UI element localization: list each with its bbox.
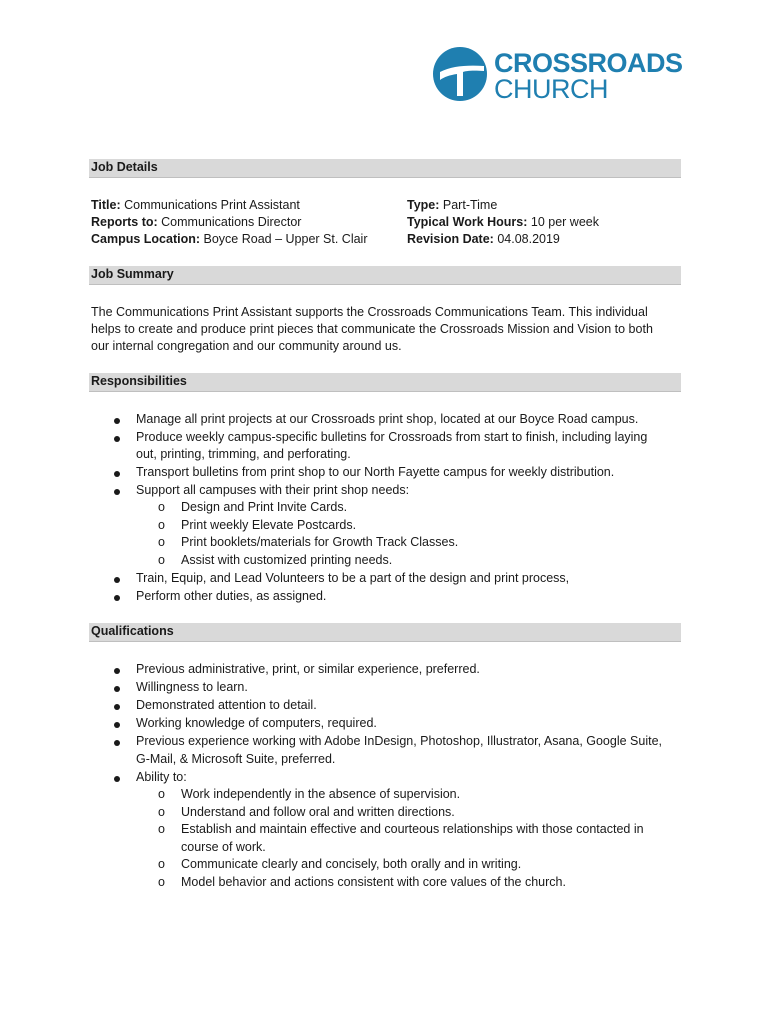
- job-details-heading: Job Details: [91, 160, 158, 174]
- campus-location-value: Boyce Road – Upper St. Clair: [200, 232, 368, 246]
- reports-to-label: Reports to:: [91, 215, 158, 229]
- list-item-continuation: out, printing, trimming, and perforating.: [136, 447, 351, 461]
- sub-bullet-icon: o: [158, 822, 165, 836]
- bullet-icon: [114, 704, 120, 710]
- sub-bullet-icon: o: [158, 857, 165, 871]
- revision-date-field: [407, 231, 560, 249]
- sub-list-item: Print weekly Elevate Postcards.: [181, 518, 357, 532]
- crossroads-church-logo: [432, 44, 682, 106]
- bullet-icon: [114, 471, 120, 477]
- list-item: Train, Equip, and Lead Volunteers to be a part of the design and print process,: [136, 571, 570, 585]
- sub-bullet-icon: o: [158, 500, 165, 514]
- reports-to-value: Communications Director: [157, 215, 302, 229]
- title-value: Communications Print Assistant: [120, 198, 300, 212]
- responsibilities-heading: Responsibilities: [91, 374, 187, 388]
- sub-bullet-icon: o: [158, 875, 165, 889]
- list-item: Manage all print projects at our Crossroads print shop, located at our Boyce Road campus.: [136, 412, 639, 426]
- summary-line: our internal congregation and our community around us.: [91, 339, 402, 353]
- revision-date-label: Revision Date:: [407, 232, 494, 246]
- campus-location-label: Campus Location:: [91, 232, 201, 246]
- list-item: Transport bulletins from print shop to our North Fayette campus for weekly distribution.: [136, 465, 615, 479]
- reports-to-field: [91, 214, 301, 232]
- summary-line: The Communications Print Assistant supports the Crossroads Communications Team. This individual: [91, 305, 648, 319]
- list-item: Perform other duties, as assigned.: [136, 589, 327, 603]
- summary-line: helps to create and produce print pieces that communicate the Crossroads Mission and Vision to both: [91, 322, 653, 336]
- work-hours-field: [407, 214, 599, 232]
- bullet-icon: [114, 722, 120, 728]
- list-item: Working knowledge of computers, required.: [136, 716, 377, 730]
- bullet-icon: [114, 436, 120, 442]
- bullet-icon: [114, 740, 120, 746]
- title-field: [91, 197, 300, 215]
- job-details-header: [89, 159, 681, 178]
- sub-bullet-icon: o: [158, 553, 165, 567]
- bullet-icon: [114, 489, 120, 495]
- job-summary-heading: Job Summary: [91, 267, 174, 281]
- work-hours-value: 10 per week: [527, 215, 599, 229]
- qualifications-header: [89, 623, 681, 642]
- sub-list-item: Establish and maintain effective and courteous relationships with those contacted in: [181, 822, 644, 836]
- list-item: Produce weekly campus-specific bulletins for Crossroads from start to finish, including laying: [136, 430, 648, 444]
- bullet-icon: [114, 595, 120, 601]
- sub-list-item: Model behavior and actions consistent with core values of the church.: [181, 875, 566, 889]
- job-summary-header: [89, 266, 681, 285]
- title-label: Title:: [91, 198, 121, 212]
- type-field: [407, 197, 497, 215]
- work-hours-label: Typical Work Hours:: [407, 215, 528, 229]
- list-item-continuation: G-Mail, & Microsoft Suite, preferred.: [136, 752, 336, 766]
- bullet-icon: [114, 668, 120, 674]
- list-item: Previous administrative, print, or similar experience, preferred.: [136, 662, 480, 676]
- sub-list-item-continuation: course of work.: [181, 840, 266, 854]
- qualifications-heading: Qualifications: [91, 624, 174, 638]
- sub-bullet-icon: o: [158, 518, 165, 532]
- sub-bullet-icon: o: [158, 787, 165, 801]
- logo-church-text: CHURCH: [494, 74, 608, 104]
- revision-date-value: 04.08.2019: [493, 232, 560, 246]
- list-item: Ability to:: [136, 770, 187, 784]
- bullet-icon: [114, 686, 120, 692]
- list-item: Willingness to learn.: [136, 680, 248, 694]
- sub-list-item: Communicate clearly and concisely, both orally and in writing.: [181, 857, 522, 871]
- sub-list-item: Assist with customized printing needs.: [181, 553, 393, 567]
- list-item: Support all campuses with their print shop needs:: [136, 483, 410, 497]
- bullet-icon: [114, 418, 120, 424]
- sub-list-item: Design and Print Invite Cards.: [181, 500, 348, 514]
- cross-circle-icon: [432, 46, 488, 102]
- bullet-icon: [114, 577, 120, 583]
- type-value: Part-Time: [439, 198, 498, 212]
- sub-list-item: Print booklets/materials for Growth Track Classes.: [181, 535, 459, 549]
- type-label: Type:: [407, 198, 440, 212]
- sub-bullet-icon: o: [158, 535, 165, 549]
- sub-list-item: Understand and follow oral and written directions.: [181, 805, 455, 819]
- responsibilities-header: [89, 373, 681, 392]
- sub-list-item: Work independently in the absence of supervision.: [181, 787, 461, 801]
- bullet-icon: [114, 776, 120, 782]
- campus-location-field: [91, 231, 368, 249]
- sub-bullet-icon: o: [158, 805, 165, 819]
- list-item: Demonstrated attention to detail.: [136, 698, 317, 712]
- list-item: Previous experience working with Adobe InDesign, Photoshop, Illustrator, Asana, Google Suite,: [136, 734, 663, 748]
- logo-crossroads-text: CROSSROADS: [494, 48, 683, 78]
